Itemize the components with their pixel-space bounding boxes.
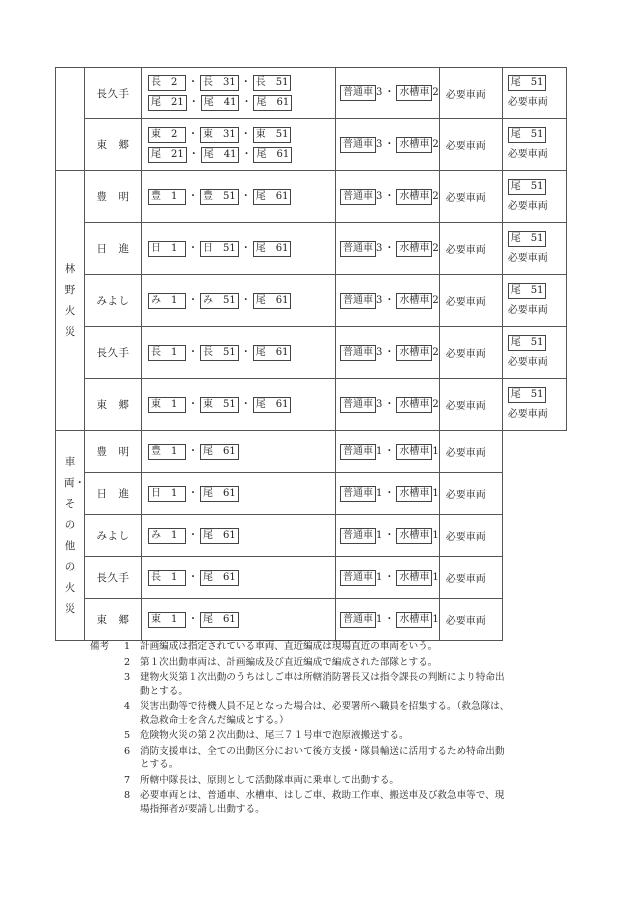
vehicle-count: 2 xyxy=(432,398,439,410)
remark-item xyxy=(90,729,510,743)
unit-box: 東 1 xyxy=(148,397,186,413)
unit-box: 東 51 xyxy=(200,397,239,413)
unit-box: 尾 51 xyxy=(508,335,547,351)
plan-line xyxy=(148,239,335,259)
remark-heading xyxy=(90,671,124,698)
plan-cell xyxy=(142,431,336,473)
plan-line xyxy=(148,291,335,311)
location-cell: 長久手 xyxy=(85,327,142,379)
vehicle-type-box: 水槽車 xyxy=(396,137,432,153)
remark-heading: 備考 xyxy=(90,641,110,652)
separator-dot: ・ xyxy=(241,148,252,160)
category-cell xyxy=(56,431,85,641)
remark-item xyxy=(90,656,510,670)
unit-box: 尾 41 xyxy=(201,95,240,111)
plan-cell xyxy=(142,275,336,327)
remark-number: 3 xyxy=(124,672,131,683)
location-cell: みよし xyxy=(85,275,142,327)
unit-box: 尾 51 xyxy=(508,127,547,143)
plan-line xyxy=(148,187,335,207)
near-cell xyxy=(336,119,440,171)
unit-box: 尾 61 xyxy=(200,444,239,460)
separator-dot: ・ xyxy=(188,190,198,202)
table-row xyxy=(56,171,567,223)
location-cell: 日 進 xyxy=(85,473,142,515)
remarks xyxy=(90,640,510,818)
empty-cell xyxy=(502,557,566,599)
remark-number: 5 xyxy=(124,730,131,741)
separator-dot: ・ xyxy=(188,97,199,108)
table-row xyxy=(56,223,567,275)
remark-number: 6 xyxy=(124,745,131,757)
remark-heading xyxy=(90,700,124,727)
plan-line xyxy=(148,343,335,363)
second-dispatch-text: 必要車両 xyxy=(507,356,548,368)
unit-box: 尾 61 xyxy=(253,241,292,257)
near-cell xyxy=(336,599,440,641)
required-cell: 必要車両 xyxy=(439,431,502,473)
unit-box: 尾 51 xyxy=(508,179,547,195)
plan-cell xyxy=(142,557,336,599)
vehicle-count: 1 xyxy=(376,445,383,457)
dispatch-table xyxy=(55,67,567,641)
separator-dot: ・ xyxy=(188,294,198,306)
separator-dot: ・ xyxy=(188,445,198,457)
vehicle-count: 1 xyxy=(432,571,439,583)
vehicle-type-box: 普通車 xyxy=(340,444,376,460)
vehicle-type-box: 水槽車 xyxy=(396,241,432,257)
near-cell xyxy=(336,275,440,327)
unit-box: 長 51 xyxy=(253,75,292,91)
second-dispatch-cell xyxy=(502,275,566,327)
second-dispatch-cell xyxy=(502,379,566,431)
separator-dot: ・ xyxy=(240,77,251,88)
location-cell: 長久手 xyxy=(85,68,142,119)
separator-dot: ・ xyxy=(188,529,198,541)
table-row xyxy=(56,515,567,557)
remark-text: 消防支援車は、全ての出動区分において後方支援・隊員輸送に活用するため特命出動とする。 xyxy=(140,745,505,770)
near-line xyxy=(340,610,439,630)
empty-cell xyxy=(502,515,566,557)
remark-heading xyxy=(90,656,124,670)
plan-line xyxy=(148,145,335,165)
required-cell: 必要車両 xyxy=(439,119,502,171)
plan-cell xyxy=(142,515,336,557)
category-label: 車両・その他の火災 xyxy=(64,455,85,615)
unit-box: 長 31 xyxy=(200,75,239,91)
required-cell: 必要車両 xyxy=(439,557,502,599)
remark-number: 7 xyxy=(124,774,131,786)
location-cell: 東 郷 xyxy=(85,599,142,641)
vehicle-count: 3 xyxy=(376,138,383,150)
vehicle-type-box: 普通車 xyxy=(340,570,376,586)
near-cell xyxy=(336,171,440,223)
near-cell xyxy=(336,515,440,557)
vehicle-count: 2 xyxy=(432,138,439,150)
vehicle-type-box: 水槽車 xyxy=(396,570,432,586)
vehicle-count: 3 xyxy=(376,87,383,98)
near-cell xyxy=(336,557,440,599)
separator-dot: ・ xyxy=(384,346,395,358)
separator-dot: ・ xyxy=(384,294,395,306)
near-cell xyxy=(336,223,440,275)
plan-cell xyxy=(142,473,336,515)
second-dispatch-unit-line xyxy=(508,177,566,197)
vehicle-type-box: 普通車 xyxy=(340,612,376,628)
unit-box: 長 1 xyxy=(148,570,186,586)
near-cell xyxy=(336,431,440,473)
separator-dot: ・ xyxy=(384,242,395,254)
table-row xyxy=(56,119,567,171)
vehicle-count: 2 xyxy=(432,87,439,98)
unit-box: 尾 61 xyxy=(200,528,239,544)
location-cell: 長久手 xyxy=(85,557,142,599)
remark-heading xyxy=(90,789,124,816)
vehicle-count: 2 xyxy=(432,242,439,254)
separator-dot: ・ xyxy=(384,487,395,499)
remark-number: 8 xyxy=(124,790,131,801)
required-cell: 必要車両 xyxy=(439,223,502,275)
remark-text: 第１次出動車両は、計画編成及び直近編成で編成された部隊とする。 xyxy=(140,656,438,668)
category-cell xyxy=(56,68,85,171)
second-dispatch-text: 必要車両 xyxy=(507,304,548,316)
vehicle-type-box: 普通車 xyxy=(340,241,376,257)
separator-dot: ・ xyxy=(188,398,198,410)
plan-line xyxy=(148,484,335,504)
unit-box: 尾 61 xyxy=(253,397,292,413)
remark-heading xyxy=(90,745,124,772)
near-line xyxy=(340,83,439,103)
near-cell xyxy=(336,379,440,431)
second-dispatch-cell xyxy=(502,171,566,223)
near-line xyxy=(340,526,439,546)
required-cell: 必要車両 xyxy=(439,515,502,557)
vehicle-count: 1 xyxy=(376,487,383,499)
remark-item xyxy=(90,789,510,816)
unit-box: 尾 61 xyxy=(253,147,292,163)
second-dispatch-unit-line xyxy=(508,125,566,145)
vehicle-count: 1 xyxy=(432,445,439,457)
vehicle-count: 2 xyxy=(432,190,439,202)
unit-box: 日 1 xyxy=(148,241,186,257)
vehicle-count: 1 xyxy=(376,529,383,541)
plan-line xyxy=(148,610,335,630)
plan-cell xyxy=(142,119,336,171)
separator-dot: ・ xyxy=(384,445,395,457)
separator-dot: ・ xyxy=(384,571,395,583)
remark-number: 2 xyxy=(124,656,131,668)
unit-box: 尾 61 xyxy=(253,95,292,111)
vehicle-count: 1 xyxy=(376,613,383,625)
empty-cell xyxy=(502,473,566,515)
vehicle-count: 2 xyxy=(432,294,439,306)
remark-item xyxy=(90,671,510,698)
remark-heading xyxy=(90,729,124,743)
plan-cell xyxy=(142,223,336,275)
second-dispatch-text: 必要車両 xyxy=(507,408,548,420)
vehicle-count: 1 xyxy=(432,487,439,499)
separator-dot: ・ xyxy=(384,398,395,410)
unit-box: 尾 51 xyxy=(508,231,547,247)
unit-box: 東 51 xyxy=(253,127,292,143)
required-cell: 必要車両 xyxy=(439,275,502,327)
unit-box: み 51 xyxy=(200,293,239,309)
vehicle-count: 2 xyxy=(432,346,439,358)
table-row xyxy=(56,473,567,515)
separator-dot: ・ xyxy=(384,529,395,541)
unit-box: 尾 61 xyxy=(253,345,292,361)
vehicle-type-box: 水槽車 xyxy=(396,345,432,361)
table-row xyxy=(56,599,567,641)
required-cell: 必要車両 xyxy=(439,327,502,379)
remark-text: 所轄中隊長は、原則として活動隊車両に乗車して出動する。 xyxy=(140,774,400,786)
table-row xyxy=(56,557,567,599)
vehicle-type-box: 普通車 xyxy=(340,345,376,361)
table-row xyxy=(56,431,567,473)
vehicle-count: 3 xyxy=(376,398,383,410)
near-line xyxy=(340,395,439,415)
second-dispatch-cell xyxy=(502,223,566,275)
separator-dot: ・ xyxy=(188,571,198,583)
unit-box: 尾 51 xyxy=(508,75,547,91)
remark-number: 4 xyxy=(124,701,131,712)
vehicle-type-box: 普通車 xyxy=(340,486,376,502)
plan-line xyxy=(148,568,335,588)
plan-line xyxy=(148,395,335,415)
separator-dot: ・ xyxy=(384,190,395,202)
separator-dot: ・ xyxy=(240,346,251,358)
plan-cell xyxy=(142,599,336,641)
unit-box: 東 1 xyxy=(148,612,186,628)
second-dispatch-unit-line xyxy=(508,73,566,93)
vehicle-count: 1 xyxy=(432,529,439,541)
unit-box: 長 51 xyxy=(200,345,239,361)
table-row xyxy=(56,68,567,119)
vehicle-count: 3 xyxy=(376,346,383,358)
separator-dot: ・ xyxy=(240,294,251,306)
separator-dot: ・ xyxy=(188,148,199,160)
vehicle-count: 3 xyxy=(376,294,383,306)
unit-box: 尾 21 xyxy=(148,95,187,111)
required-cell: 必要車両 xyxy=(439,599,502,641)
separator-dot: ・ xyxy=(240,242,251,254)
table-row xyxy=(56,275,567,327)
plan-cell xyxy=(142,327,336,379)
unit-box: み 1 xyxy=(148,293,186,309)
required-cell: 必要車両 xyxy=(439,171,502,223)
plan-cell xyxy=(142,68,336,119)
vehicle-count: 3 xyxy=(376,190,383,202)
location-cell: 東 郷 xyxy=(85,379,142,431)
remark-text: 必要車両とは、普通車、水槽車、はしご車、救助工作車、搬送車及び救急車等で、現場指揮者が要請し出動する。 xyxy=(140,790,505,815)
unit-box: 日 51 xyxy=(200,241,239,257)
unit-box: 長 2 xyxy=(148,75,186,91)
location-cell: 東 郷 xyxy=(85,119,142,171)
second-dispatch-cell xyxy=(502,327,566,379)
unit-box: 東 31 xyxy=(200,127,239,143)
second-dispatch-cell xyxy=(502,68,566,119)
table-row xyxy=(56,327,567,379)
separator-dot: ・ xyxy=(384,138,395,150)
location-cell: 豊 明 xyxy=(85,431,142,473)
vehicle-type-box: 普通車 xyxy=(340,397,376,413)
second-dispatch-cell xyxy=(502,119,566,171)
second-dispatch-text: 必要車両 xyxy=(507,148,548,160)
near-line xyxy=(340,343,439,363)
vehicle-type-box: 水槽車 xyxy=(396,189,432,205)
near-line xyxy=(340,187,439,207)
plan-line xyxy=(148,442,335,462)
empty-cell xyxy=(502,431,566,473)
unit-box: 尾 41 xyxy=(201,147,240,163)
remark-text: 計画編成は指定されている車両、直近編成は現場直近の車両をいう。 xyxy=(140,641,438,652)
required-cell: 必要車両 xyxy=(439,473,502,515)
near-line xyxy=(340,568,439,588)
vehicle-type-box: 水槽車 xyxy=(396,397,432,413)
plan-line xyxy=(148,125,335,145)
unit-box: 尾 61 xyxy=(253,293,292,309)
vehicle-type-box: 普通車 xyxy=(340,137,376,153)
vehicle-type-box: 普通車 xyxy=(340,85,376,101)
category-cell xyxy=(56,171,85,431)
vehicle-type-box: 普通車 xyxy=(340,293,376,309)
remark-heading xyxy=(90,774,124,788)
second-dispatch-unit-line xyxy=(508,333,566,353)
plan-line xyxy=(148,93,335,113)
vehicle-count: 1 xyxy=(376,571,383,583)
unit-box: み 1 xyxy=(148,528,186,544)
location-cell: 豊 明 xyxy=(85,171,142,223)
remark-number: 1 xyxy=(124,641,131,652)
unit-box: 長 1 xyxy=(148,345,186,361)
remark-item xyxy=(90,774,510,788)
separator-dot: ・ xyxy=(384,87,395,98)
second-dispatch-text: 必要車両 xyxy=(507,97,548,108)
second-dispatch-text: 必要車両 xyxy=(507,252,548,264)
unit-box: 東 2 xyxy=(148,127,186,143)
unit-box: 日 1 xyxy=(148,486,186,502)
second-dispatch-unit-line xyxy=(508,229,566,249)
near-line xyxy=(340,442,439,462)
near-line xyxy=(340,135,439,155)
separator-dot: ・ xyxy=(241,97,252,108)
separator-dot: ・ xyxy=(384,613,395,625)
separator-dot: ・ xyxy=(240,190,251,202)
second-dispatch-unit-line xyxy=(508,385,566,405)
required-cell: 必要車両 xyxy=(439,379,502,431)
remark-text: 建物火災第１次出動のうちはしご車は所轄消防署長又は指令課長の判断により特命出動とする。 xyxy=(140,672,505,697)
vehicle-type-box: 水槽車 xyxy=(396,85,432,101)
vehicle-type-box: 水槽車 xyxy=(396,612,432,628)
unit-box: 尾 51 xyxy=(508,387,547,403)
separator-dot: ・ xyxy=(240,128,251,140)
separator-dot: ・ xyxy=(188,613,198,625)
near-cell xyxy=(336,473,440,515)
separator-dot: ・ xyxy=(188,242,198,254)
vehicle-count: 3 xyxy=(376,242,383,254)
remark-item xyxy=(90,745,510,772)
remark-item xyxy=(90,640,510,654)
unit-box: 尾 21 xyxy=(148,147,187,163)
vehicle-type-box: 水槽車 xyxy=(396,293,432,309)
remark-item xyxy=(90,700,510,727)
unit-box: 尾 61 xyxy=(253,189,292,205)
near-cell xyxy=(336,68,440,119)
separator-dot: ・ xyxy=(188,128,198,140)
unit-box: 豊 1 xyxy=(148,189,186,205)
plan-line xyxy=(148,73,335,93)
plan-cell xyxy=(142,171,336,223)
separator-dot: ・ xyxy=(188,487,198,499)
plan-line xyxy=(148,526,335,546)
separator-dot: ・ xyxy=(240,398,251,410)
unit-box: 尾 61 xyxy=(200,570,239,586)
vehicle-type-box: 水槽車 xyxy=(396,444,432,460)
location-cell: 日 進 xyxy=(85,223,142,275)
unit-box: 豊 1 xyxy=(148,444,186,460)
second-dispatch-unit-line xyxy=(508,281,566,301)
empty-cell xyxy=(502,599,566,641)
separator-dot: ・ xyxy=(188,77,198,88)
remark-text: 災害出動等で待機人員不足となった場合は、必要署所へ職員を招集する。（救急隊は、救急救命士を含んだ編成とする。） xyxy=(140,701,510,726)
location-cell: みよし xyxy=(85,515,142,557)
vehicle-type-box: 水槽車 xyxy=(396,528,432,544)
unit-box: 尾 51 xyxy=(508,283,547,299)
category-label: 林野火災 xyxy=(64,262,76,338)
plan-cell xyxy=(142,379,336,431)
separator-dot: ・ xyxy=(188,346,198,358)
vehicle-type-box: 水槽車 xyxy=(396,486,432,502)
vehicle-count: 1 xyxy=(432,613,439,625)
unit-box: 尾 61 xyxy=(200,612,239,628)
unit-box: 尾 61 xyxy=(200,486,239,502)
near-line xyxy=(340,239,439,259)
near-line xyxy=(340,484,439,504)
vehicle-type-box: 普通車 xyxy=(340,528,376,544)
unit-box: 豊 51 xyxy=(200,189,239,205)
second-dispatch-text: 必要車両 xyxy=(507,200,548,212)
required-cell: 必要車両 xyxy=(439,68,502,119)
vehicle-type-box: 普通車 xyxy=(340,189,376,205)
remark-text: 危険物火災の第２次出動は、尾三７１号車で泡原液搬送する。 xyxy=(140,730,409,741)
near-line xyxy=(340,291,439,311)
table-row xyxy=(56,379,567,431)
near-cell xyxy=(336,327,440,379)
